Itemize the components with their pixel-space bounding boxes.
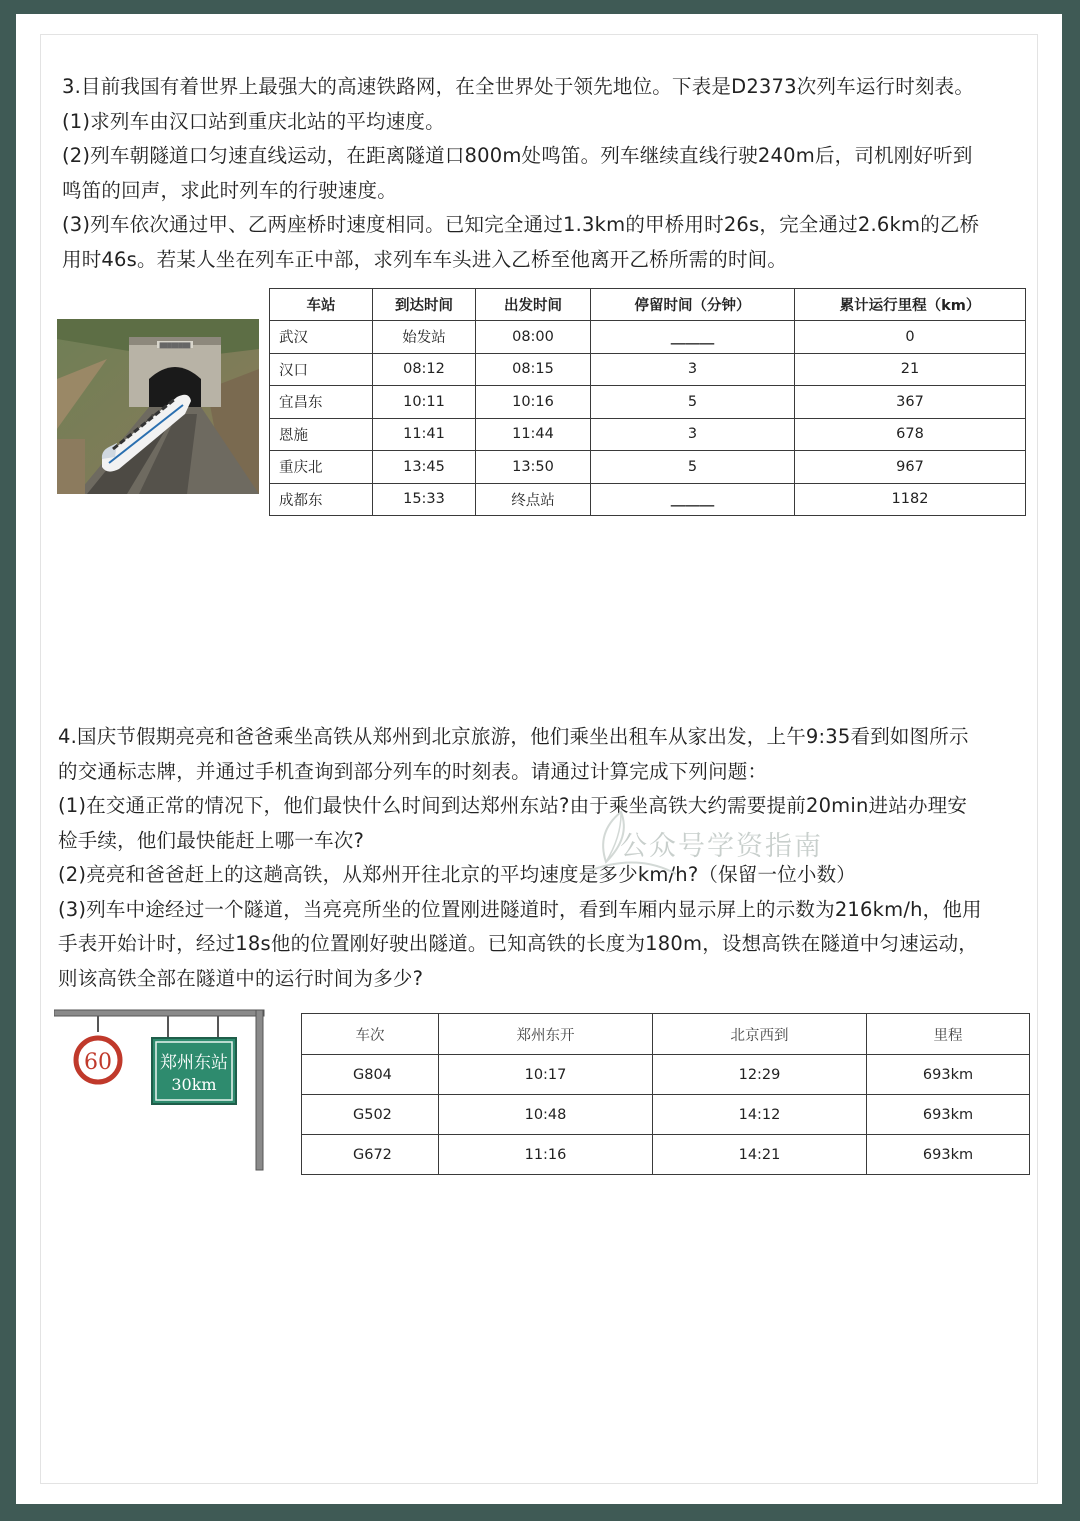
cell-train-no: G672 <box>302 1135 439 1175</box>
header-mileage: 累计运行里程（km） <box>795 289 1026 321</box>
header-train-no: 车次 <box>302 1014 439 1055</box>
q4-line: 4.国庆节假期亮亮和爸爸乘坐高铁从郑州到北京旅游，他们乘坐出租车从家出发，上午9:35看到如图所示 <box>58 725 969 748</box>
table-row <box>270 451 1026 484</box>
q4-line: (2)亮亮和爸爸赶上的这趟高铁，从郑州开往北京的平均速度是多少km/h?（保留一位小数） <box>58 863 856 886</box>
cell-stop-time: 5 <box>591 386 795 419</box>
cell-mileage: 1182 <box>795 483 1026 516</box>
q4-line: (1)在交通正常的情况下，他们最快什么时间到达郑州东站?由于乘坐高铁大约需要提前20min进站办理安 <box>58 794 968 817</box>
table-row <box>302 1135 1030 1175</box>
question-3-text <box>62 70 979 277</box>
header-arrival: 到达时间 <box>373 289 476 321</box>
watermark-text: 公众号学资指南 <box>620 831 823 862</box>
worksheet-page <box>16 14 1062 1504</box>
cell-departure: 10:16 <box>476 386 591 419</box>
cell-arrival: 13:45 <box>373 451 476 484</box>
table-row <box>270 483 1026 516</box>
cell-arrive: 14:12 <box>653 1095 867 1135</box>
cell-arrive: 14:21 <box>653 1135 867 1175</box>
q3-line: (3)列车依次通过甲、乙两座桥时速度相同。已知完全通过1.3km的甲桥用时26s，完全通过2.6km的乙桥 <box>62 213 980 236</box>
table-row <box>270 321 1026 354</box>
header-zhengzhou-depart: 郑州东开 <box>439 1014 653 1055</box>
cell-train-no: G804 <box>302 1055 439 1095</box>
cell-station: 恩施 <box>270 418 373 451</box>
cell-departure: 13:50 <box>476 451 591 484</box>
cell-departure: 11:44 <box>476 418 591 451</box>
header-station: 车站 <box>270 289 373 321</box>
traffic-sign-figure <box>54 1008 274 1174</box>
table-row <box>270 353 1026 386</box>
cell-stop-time: ______ <box>591 483 795 516</box>
table-row <box>270 386 1026 419</box>
table-row <box>302 1095 1030 1135</box>
cell-stop-time: 3 <box>591 353 795 386</box>
cell-depart: 10:48 <box>439 1095 653 1135</box>
header-stop-time: 停留时间（分钟） <box>591 289 795 321</box>
cell-mileage: 21 <box>795 353 1026 386</box>
header-distance: 里程 <box>867 1014 1030 1055</box>
sign-distance: 30km <box>171 1075 217 1094</box>
cell-mileage: 367 <box>795 386 1026 419</box>
q3-line: 用时46s。若某人坐在列车正中部，求列车车头进入乙桥至他离开乙桥所需的时间。 <box>62 247 788 271</box>
q3-line: (2)列车朝隧道口匀速直线运动，在距离隧道口800m处鸣笛。列车继续直线行驶240m后，司机刚好听到 <box>62 144 973 167</box>
table-row <box>302 1055 1030 1095</box>
watermark <box>576 802 876 892</box>
q4-line: 检手续，他们最快能赶上哪一车次? <box>58 828 365 852</box>
cell-arrival: 始发站 <box>373 321 476 354</box>
cell-departure: 08:15 <box>476 353 591 386</box>
q3-line: (1)求列车由汉口站到重庆北站的平均速度。 <box>62 109 445 133</box>
cell-arrival: 11:41 <box>373 418 476 451</box>
q3-line: 鸣笛的回声，求此时列车的行驶速度。 <box>62 178 397 202</box>
table-header-row <box>270 289 1026 321</box>
table-row <box>270 418 1026 451</box>
cell-arrival: 08:12 <box>373 353 476 386</box>
cell-station: 宜昌东 <box>270 386 373 419</box>
cell-depart: 10:17 <box>439 1055 653 1095</box>
header-departure: 出发时间 <box>476 289 591 321</box>
cell-mileage: 0 <box>795 321 1026 354</box>
speed-limit-value: 60 <box>84 1050 112 1075</box>
tunnel-label: ████████ <box>159 343 191 349</box>
cell-distance: 693km <box>867 1055 1030 1095</box>
d2373-timetable <box>269 288 1026 516</box>
cell-stop-time: 3 <box>591 418 795 451</box>
cell-mileage: 678 <box>795 418 1026 451</box>
cell-stop-time: 5 <box>591 451 795 484</box>
train-schedule-table <box>301 1013 1030 1175</box>
cell-train-no: G502 <box>302 1095 439 1135</box>
cell-departure: 08:00 <box>476 321 591 354</box>
cell-mileage: 967 <box>795 451 1026 484</box>
cell-departure: 终点站 <box>476 483 591 516</box>
cell-station: 成都东 <box>270 483 373 516</box>
cell-arrival: 10:11 <box>373 386 476 419</box>
table-header-row <box>302 1014 1030 1055</box>
cell-station: 汉口 <box>270 353 373 386</box>
cell-station: 重庆北 <box>270 451 373 484</box>
cell-arrival: 15:33 <box>373 483 476 516</box>
q4-line: 的交通标志牌，并通过手机查询到部分列车的时刻表。请通过计算完成下列问题： <box>58 759 768 783</box>
q3-line: 3.目前我国有着世界上最强大的高速铁路网，在全世界处于领先地位。下表是D2373次列车运行时刻表。 <box>62 75 975 98</box>
cell-depart: 11:16 <box>439 1135 653 1175</box>
sign-station-name: 郑州东站 <box>160 1053 228 1073</box>
header-beijing-arrive: 北京西到 <box>653 1014 867 1055</box>
q4-line: (3)列车中途经过一个隧道，当亮亮所坐的位置刚进隧道时，看到车厢内显示屏上的示数为216km/h，他用 <box>58 897 982 921</box>
train-tunnel-photo <box>57 319 259 494</box>
cell-distance: 693km <box>867 1135 1030 1175</box>
cell-station: 武汉 <box>270 321 373 354</box>
q4-line: 手表开始计时，经过18s他的位置刚好驶出隧道。已知高铁的长度为180m，设想高铁在隧道中匀速运动， <box>58 932 978 955</box>
cell-stop-time: ______ <box>591 321 795 354</box>
q4-line: 则该高铁全部在隧道中的运行时间为多少? <box>58 966 424 990</box>
cell-distance: 693km <box>867 1095 1030 1135</box>
cell-arrive: 12:29 <box>653 1055 867 1095</box>
